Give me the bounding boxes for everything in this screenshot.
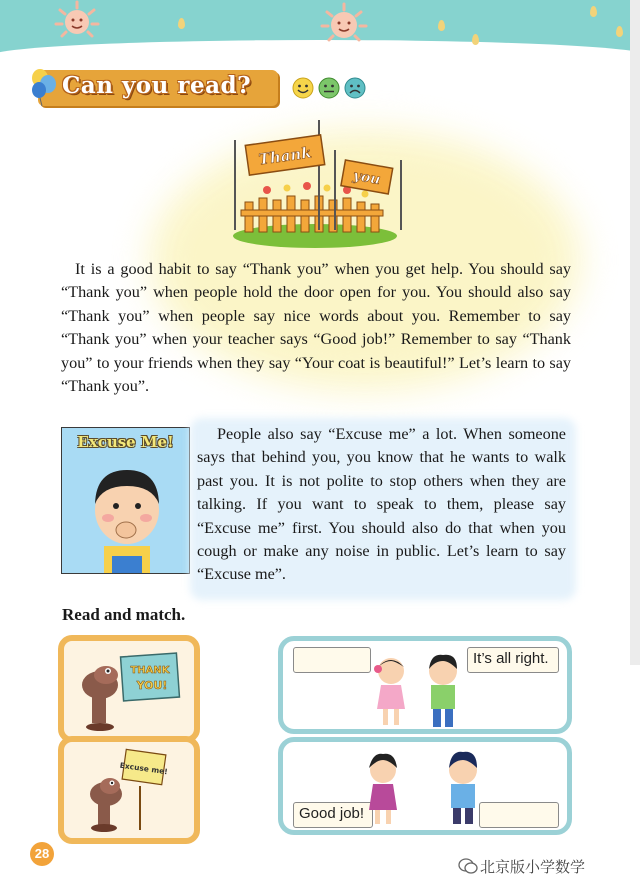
sad-face-icon xyxy=(344,77,366,99)
raindrop-icon xyxy=(472,34,479,45)
raindrop-icon xyxy=(590,6,597,17)
match-card-dialogue-2[interactable] xyxy=(278,737,572,835)
paragraph-excuse-me: People also say “Excuse me” a lot. When someone says that behind you, you know that he wants to walk past you. It is not polite to stop others when they are talking. If you want to speak to them, please say “Excuse me” first. You should also do that when you cough or make any noise in public. Let’s learn to say “Excuse me”. xyxy=(197,425,566,584)
watermark-text: 北京版小学数学 xyxy=(480,858,586,876)
speech-bubble-its-all-right: It’s all right. xyxy=(467,647,559,673)
speech-bubble-good-job: Good job! xyxy=(293,802,373,828)
raindrop-icon xyxy=(178,18,185,29)
page-title: Can you read? xyxy=(62,72,252,99)
raindrop-icon xyxy=(438,20,445,31)
happy-face-icon xyxy=(292,77,314,99)
excuse-me-card xyxy=(61,427,190,574)
wechat-icon xyxy=(458,857,478,875)
thank-sign-line1: THANK xyxy=(130,665,170,676)
dog-excuse-me-illustration xyxy=(70,746,188,834)
sun-icon xyxy=(52,0,102,40)
match-card-excuse-me[interactable] xyxy=(58,736,200,844)
children-dialogue-2-illustration xyxy=(353,748,493,828)
paragraph-thank-you: It is a good habit to say “Thank you” when you get help. You should say “Thank you” when people hold the door open for you. You should also say “Thank you” when people say nice words about you. Remember to say “Thank you” when your teacher says “Good job!” Remember to say “Thank you” to your friends when they say “Your coat is beautiful!” Let’s learn to say “Thank you”. xyxy=(61,260,571,396)
answer-blank-1[interactable] xyxy=(293,647,371,673)
sun-icon xyxy=(318,2,370,46)
boy-coughing-illustration xyxy=(82,456,172,573)
thank-you-garden-illustration xyxy=(215,110,415,250)
page-number: 28 xyxy=(30,842,54,866)
raindrop-icon xyxy=(616,26,623,37)
balloons-icon xyxy=(30,68,60,108)
excuse-sign-text: Excuse me! xyxy=(119,760,169,777)
read-and-match-heading: Read and match. xyxy=(62,605,186,624)
children-dialogue-1-illustration xyxy=(365,651,475,729)
match-card-thank-you[interactable] xyxy=(58,635,200,743)
match-card-dialogue-1[interactable] xyxy=(278,636,572,734)
thank-sign-line2: YOU! xyxy=(136,679,168,692)
excuse-me-card-title: Excuse Me! xyxy=(77,433,174,451)
dog-thank-you-illustration xyxy=(70,645,188,733)
sign-thank-text: Thank xyxy=(257,143,313,169)
sign-you-text: you xyxy=(351,167,382,189)
page-gutter xyxy=(630,0,640,665)
neutral-face-icon xyxy=(318,77,340,99)
